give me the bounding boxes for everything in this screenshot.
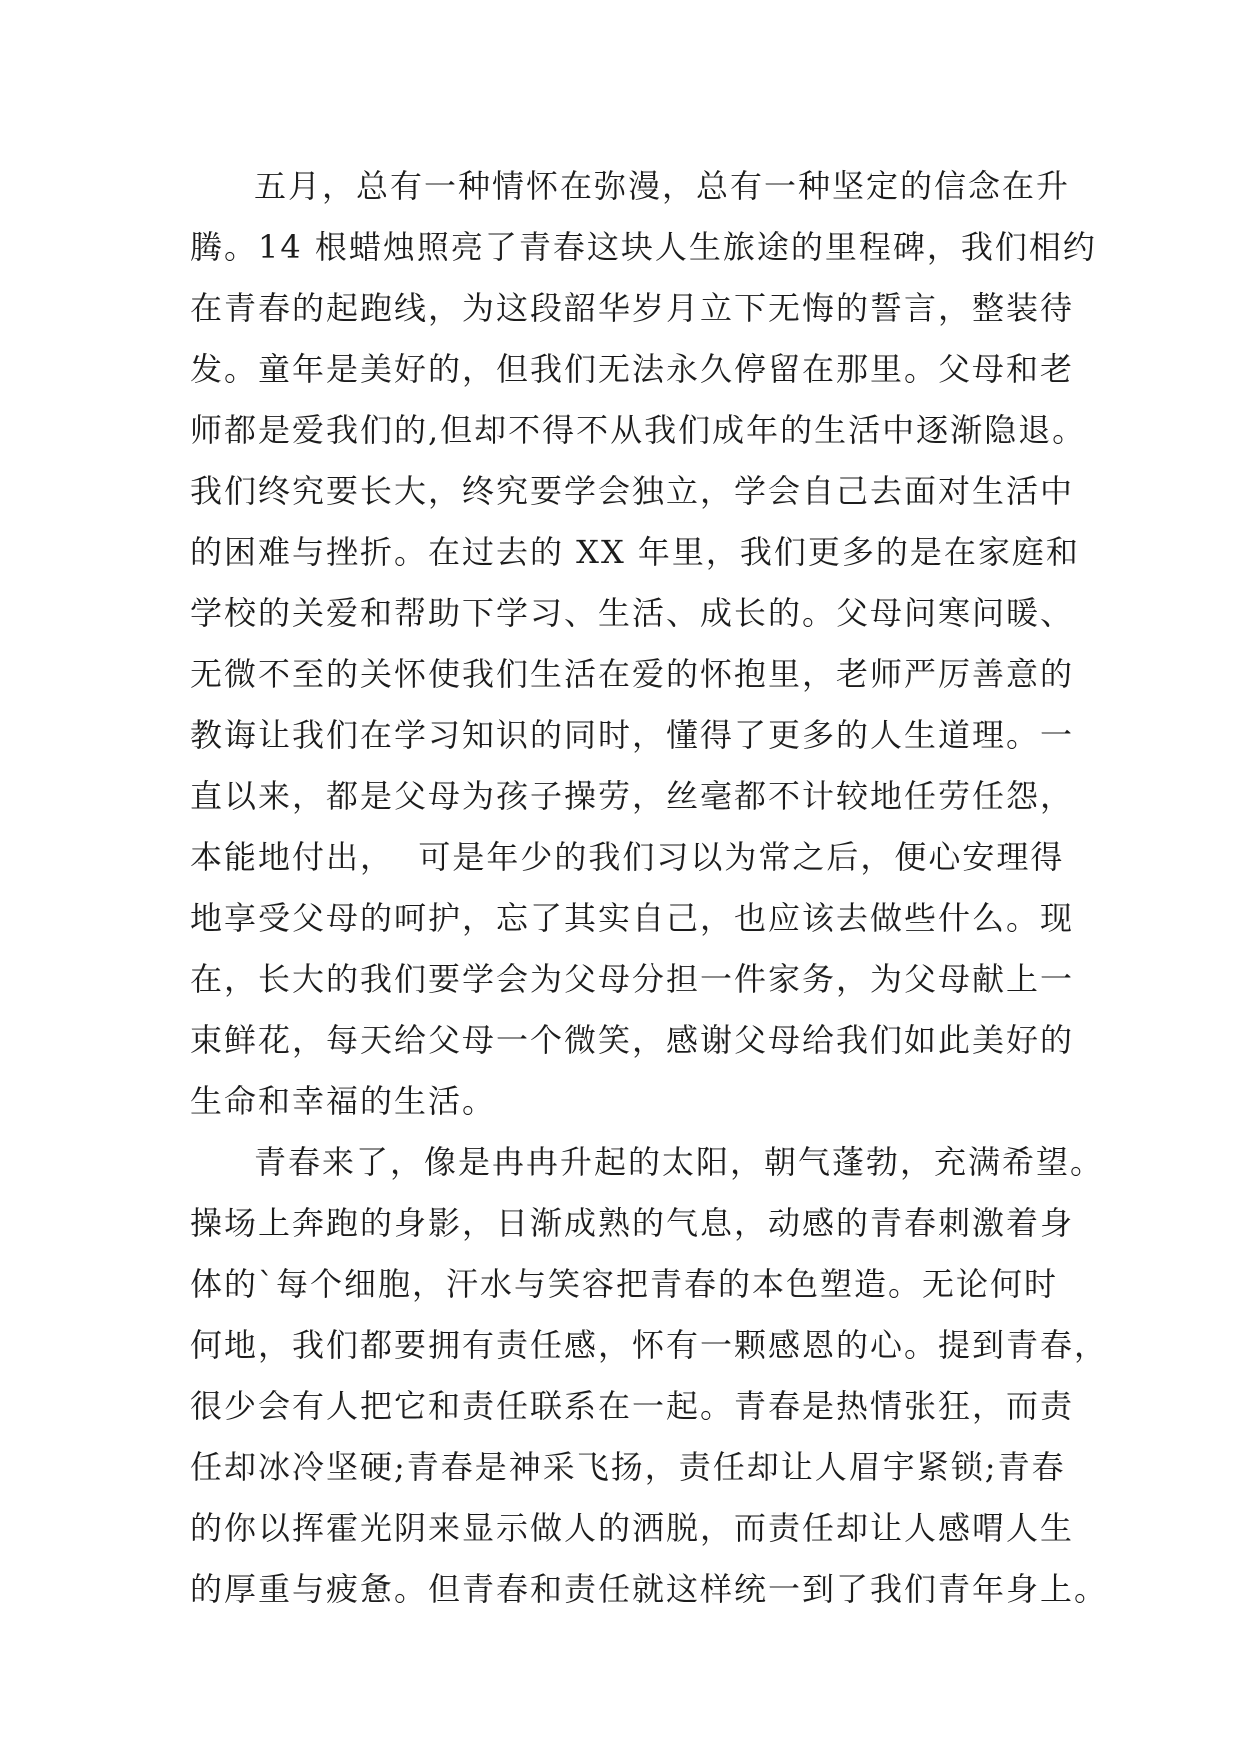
paragraph-line: 发。童年是美好的，但我们无法永久停留在那里。父母和老 xyxy=(190,350,1075,388)
paragraph-line: 在，长大的我们要学会为父母分担一件家务，为父母献上一 xyxy=(190,960,1075,998)
paragraph-line: 学校的关爱和帮助下学习、生活、成长的。父母问寒问暖、 xyxy=(190,594,1075,632)
paragraph-line: 束鲜花，每天给父母一个微笑，感谢父母给我们如此美好的 xyxy=(190,1021,1075,1059)
paragraph-line: 直以来，都是父母为孩子操劳，丝毫都不计较地任劳任怨， xyxy=(190,777,1075,815)
document-body xyxy=(190,156,1109,1620)
paragraph-line: 的厚重与疲惫。但青春和责任就这样统一到了我们青年身上。 xyxy=(190,1570,1109,1608)
paragraph-line: 很少会有人把它和责任联系在一起。青春是热情张狂，而责 xyxy=(190,1387,1075,1425)
paragraph-line: 五月，总有一种情怀在弥漫，总有一种坚定的信念在升 xyxy=(254,167,1071,205)
paragraph-line: 我们终究要长大，终究要学会独立，学会自己去面对生活中 xyxy=(190,472,1075,510)
paragraph-line: 无微不至的关怀使我们生活在爱的怀抱里，老师严厉善意的 xyxy=(190,655,1075,693)
paragraph-line: 地享受父母的呵护，忘了其实自己，也应该去做些什么。现 xyxy=(190,899,1075,937)
paragraph-line: 师都是爱我们的,但却不得不从我们成年的生活中逐渐隐退。 xyxy=(190,411,1087,449)
paragraph-line: 腾。14 根蜡烛照亮了青春这块人生旅途的里程碑，我们相约 xyxy=(190,228,1097,266)
paragraph xyxy=(190,156,1097,1132)
paragraph-line: 操场上奔跑的身影，日渐成熟的气息，动感的青春刺激着身 xyxy=(190,1204,1075,1242)
paragraph-line: 体的`每个细胞，汗水与笑容把青春的本色塑造。无论何时 xyxy=(190,1265,1059,1303)
paragraph-line: 青春来了，像是冉冉升起的太阳，朝气蓬勃，充满希望。 xyxy=(254,1143,1105,1181)
paragraph-line: 任却冰冷坚硬;青春是神采飞扬，责任却让人眉宇紧锁;青春 xyxy=(190,1448,1066,1486)
paragraph-line: 在青春的起跑线，为这段韶华岁月立下无悔的誓言，整装待 xyxy=(190,289,1075,327)
paragraph-line: 生命和幸福的生活。 xyxy=(190,1082,497,1120)
paragraph-line: 的你以挥霍光阴来显示做人的洒脱，而责任却让人感喟人生 xyxy=(190,1509,1075,1547)
paragraph-line: 的困难与挫折。在过去的 XX 年里，我们更多的是在家庭和 xyxy=(190,533,1080,571)
paragraph-line: 教诲让我们在学习知识的同时，懂得了更多的人生道理。一 xyxy=(190,716,1075,754)
paragraph xyxy=(190,1132,1109,1620)
paragraph-line: 本能地付出， 可是年少的我们习以为常之后，便心安理得 xyxy=(190,838,1065,876)
paragraph-line: 何地，我们都要拥有责任感，怀有一颗感恩的心。提到青春， xyxy=(190,1326,1109,1364)
